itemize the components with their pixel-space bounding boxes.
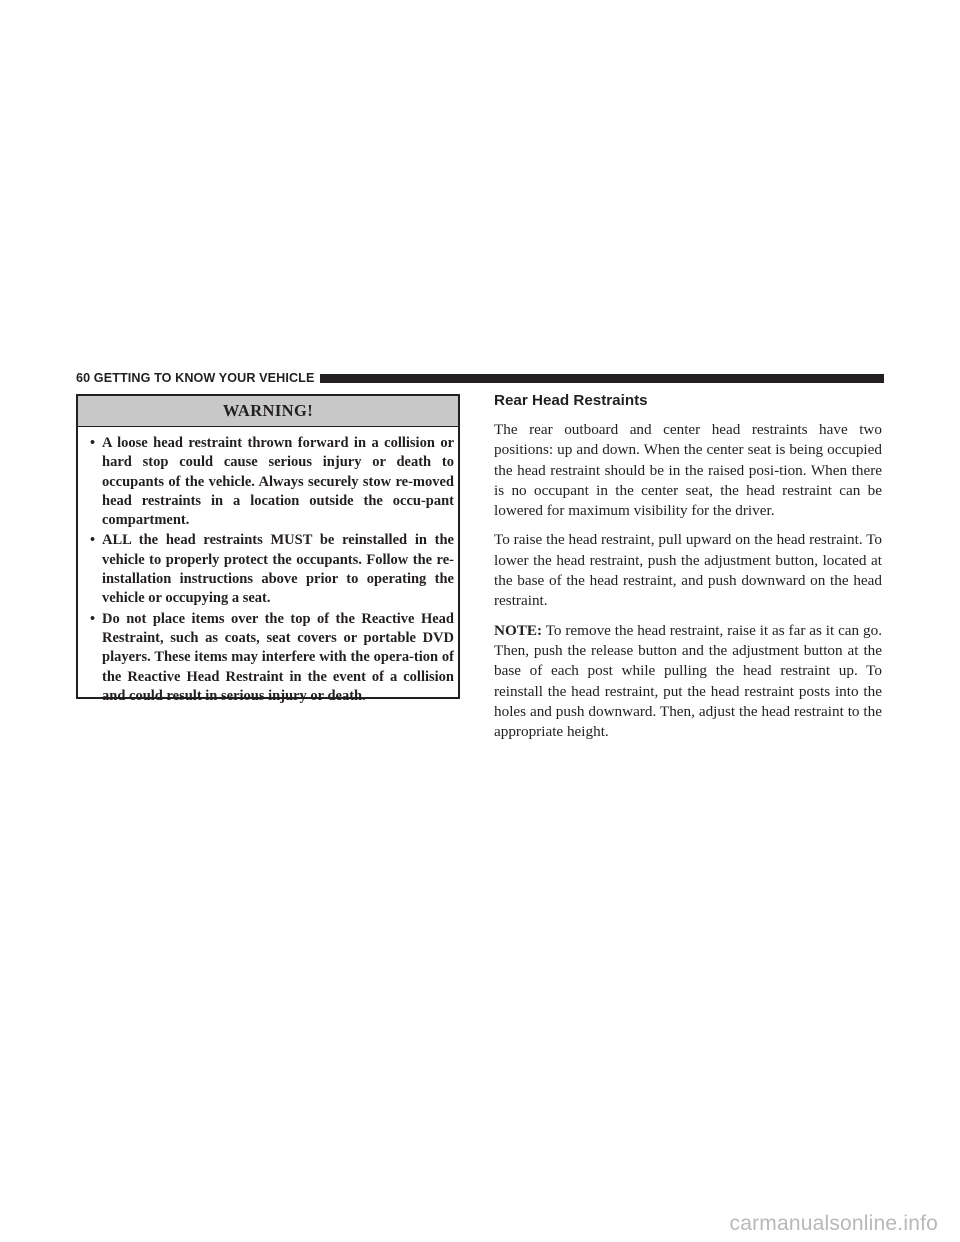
warning-item-text: ALL the head restraints MUST be reinstalled in the vehicle to properly protect the occupants. Follow the re-installation instructions above prior to operating the vehicle or occupying a seat.	[102, 532, 454, 607]
warning-item	[90, 531, 454, 608]
note-text: To remove the head restraint, raise it as far as it can go. Then, push the release button and the adjustment button at the base of each post while pulling the head restraint up. To reinstall the head restraint, put the head restraint posts into the holes and push downward. Then, adjust the head restraint to the appropriate height.	[494, 621, 882, 741]
running-head	[76, 370, 884, 386]
header-rule	[320, 374, 884, 383]
bullet: •	[90, 610, 96, 627]
paragraph-raise-lower: To raise the head restraint, pull upward on the head restraint. To lower the head restraint, push the adjustment button, located at the base of the head restraint, and push downward on the head restraint.	[494, 531, 882, 610]
warning-item-text: A loose head restraint thrown forward in a collision or hard stop could cause serious injury or death to occupants of the vehicle. Always securely stow re-moved head restraints in a location outside the occu-pant compartment.	[102, 435, 454, 529]
warning-title: WARNING!	[78, 396, 458, 427]
warning-item	[90, 610, 454, 706]
warning-item	[90, 434, 454, 530]
bullet: •	[90, 435, 96, 451]
paragraph-positions: The rear outboard and center head restraints have two positions: up and down. When the center seat is being occupied the head restraint should be in the raised posi-tion. When there is no occupant in the center seat, the head restraint can be lowered for maximum visibility for the driver.	[494, 421, 882, 520]
bullet: •	[90, 532, 96, 549]
note-label: NOTE:	[494, 621, 543, 639]
note-paragraph	[494, 621, 882, 743]
page-number-and-chapter-title: 60 GETTING TO KNOW YOUR VEHICLE	[76, 371, 315, 385]
warning-box	[76, 394, 460, 704]
watermark: carmanualsonline.info	[729, 1212, 938, 1235]
warning-item-text: Do not place items over the top of the Reactive Head Restraint, such as coats, seat covers or portable DVD players. These items may interfere with the opera-tion of the Reactive Head Restraint in the event of a collision and could result in serious injury or death.	[102, 610, 454, 704]
rear-head-restraints-section	[494, 391, 882, 751]
warning-list	[78, 427, 458, 706]
section-heading: Rear Head Restraints	[494, 392, 648, 409]
